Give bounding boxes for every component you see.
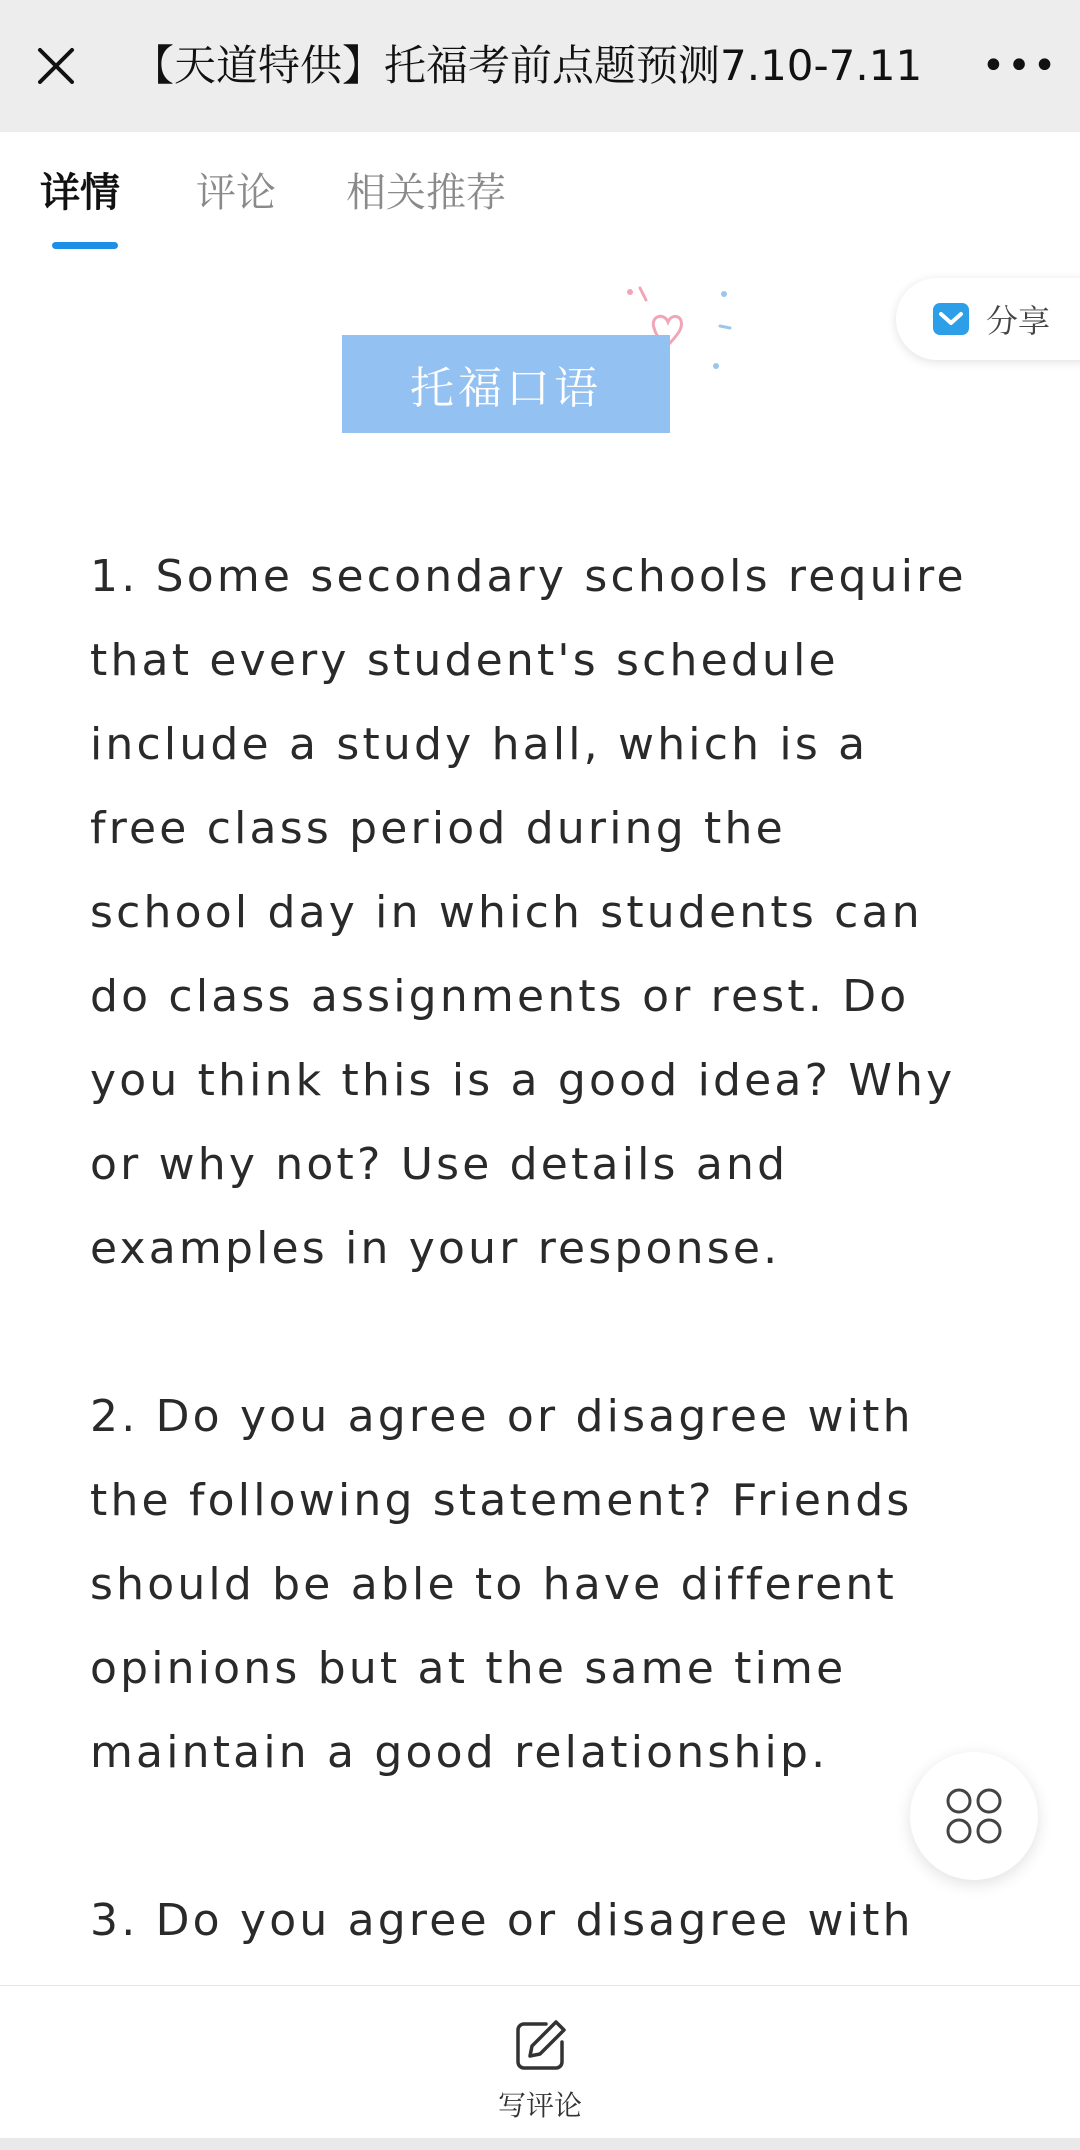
- question-paragraph: 3. Do you agree or disagree with: [90, 1895, 914, 1946]
- question-paragraph: 1. Some secondary schools require that every student's schedule include a study hall, which is a free class period during the school day in which students can do class assignments or rest. Do you think this is a good idea? Why or why not? Use details and examples in your response.: [90, 551, 967, 1274]
- close-button[interactable]: [24, 34, 88, 98]
- more-options-button[interactable]: •••: [981, 43, 1059, 89]
- write-comment-button[interactable]: [480, 2016, 600, 2126]
- page-title: 【天道特供】托福考前点题预测7.10-7.11: [132, 41, 923, 90]
- section-banner: 托福口语: [342, 335, 670, 433]
- tab-bar: [0, 132, 1080, 262]
- active-tab-indicator: [52, 242, 118, 249]
- write-comment-label: 写评论: [497, 2089, 582, 2122]
- article-content: [90, 535, 1020, 2131]
- floating-menu-button[interactable]: [910, 1752, 1038, 1880]
- bottom-edge: [0, 2138, 1080, 2150]
- edit-icon: [510, 2016, 570, 2076]
- tab-comments[interactable]: 评论: [196, 170, 276, 216]
- share-button[interactable]: [896, 278, 1080, 360]
- title-bar: [0, 0, 1080, 132]
- close-icon: [36, 46, 76, 86]
- share-label: 分享: [986, 302, 1051, 340]
- tab-related[interactable]: 相关推荐: [346, 170, 506, 216]
- grid-menu-icon: [942, 1784, 1006, 1848]
- question-paragraph: 2. Do you agree or disagree with the following statement? Friends should be able to have different opinions but at the same time maintain a good relationship.: [90, 1391, 914, 1778]
- bottom-bar: [0, 1985, 1080, 2150]
- tab-details[interactable]: 详情: [40, 170, 120, 216]
- share-icon: [932, 302, 970, 336]
